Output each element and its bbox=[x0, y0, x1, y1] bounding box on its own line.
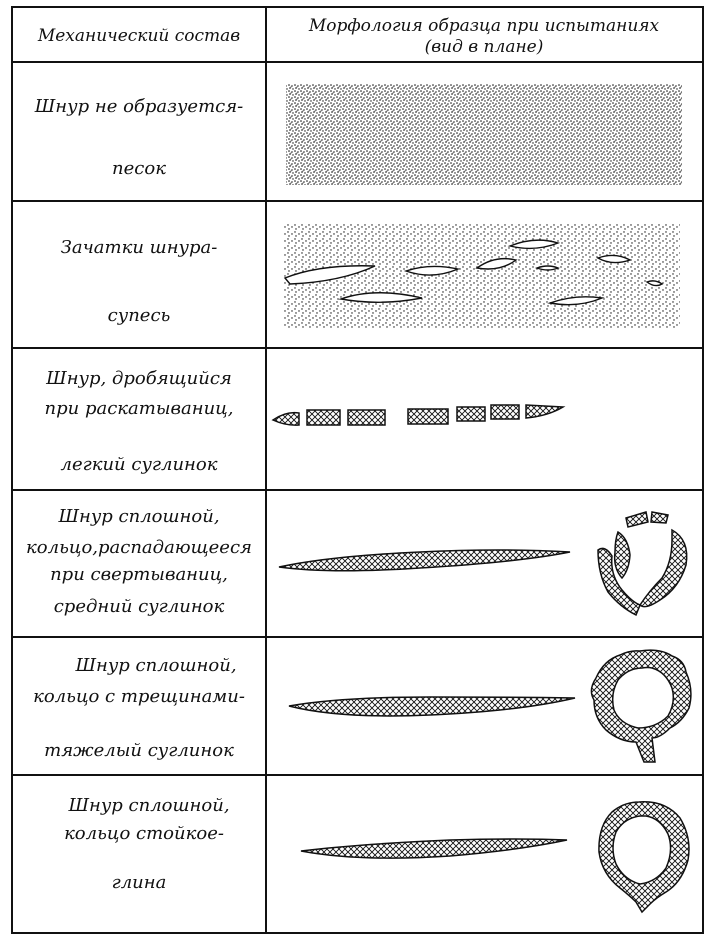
row-clay bbox=[64, 795, 689, 912]
row-label-line: Шнур, дробящийся bbox=[46, 368, 232, 389]
solid-cord-shape bbox=[289, 697, 575, 716]
row-label-line: Шнур сплошной, bbox=[75, 655, 237, 676]
header-col1: Механический состав bbox=[37, 26, 241, 46]
row-label-line: кольцо с трещинами- bbox=[33, 686, 245, 707]
row-label-soil: тяжелый суглинок bbox=[44, 740, 234, 761]
row-label-line: при раскатываниц, bbox=[44, 398, 234, 419]
row-label-line: при свертываниц, bbox=[50, 564, 228, 585]
solid-cord-shape bbox=[279, 550, 570, 571]
row-heavy-loam bbox=[33, 650, 691, 762]
row-label-line: Шнур не образуется- bbox=[34, 96, 244, 117]
row-label-soil: супесь bbox=[107, 305, 171, 326]
broken-cord-shape bbox=[273, 405, 563, 425]
row-label-line: Зачатки шнура- bbox=[60, 237, 218, 258]
row-label-line: кольцо стойкое- bbox=[64, 823, 224, 844]
row-sandy-loam bbox=[61, 224, 680, 328]
row-label-line: кольцо,распадающееся bbox=[26, 537, 252, 558]
row-label-soil: песок bbox=[112, 158, 166, 179]
sand-sample-shape bbox=[286, 84, 682, 185]
cracked-ring-shape bbox=[591, 650, 690, 762]
header-col2-line2: (вид в плане) bbox=[424, 37, 544, 57]
crumbling-ring-shape bbox=[598, 512, 687, 615]
row-label-soil: легкий суглинок bbox=[60, 454, 218, 475]
stable-ring-shape bbox=[599, 802, 689, 912]
header-col2-line1: Морфология образца при испытаниях bbox=[308, 16, 660, 36]
row-sand bbox=[34, 84, 682, 185]
row-light-loam bbox=[45, 368, 563, 475]
solid-cord-shape bbox=[301, 839, 567, 858]
row-medium-loam bbox=[26, 506, 687, 617]
row-label-soil: средний суглинок bbox=[53, 596, 225, 617]
row-label-soil: глина bbox=[111, 872, 167, 893]
row-label-line: Шнур сплошной, bbox=[58, 506, 220, 527]
row-label-line: Шнур сплошной, bbox=[68, 795, 230, 816]
